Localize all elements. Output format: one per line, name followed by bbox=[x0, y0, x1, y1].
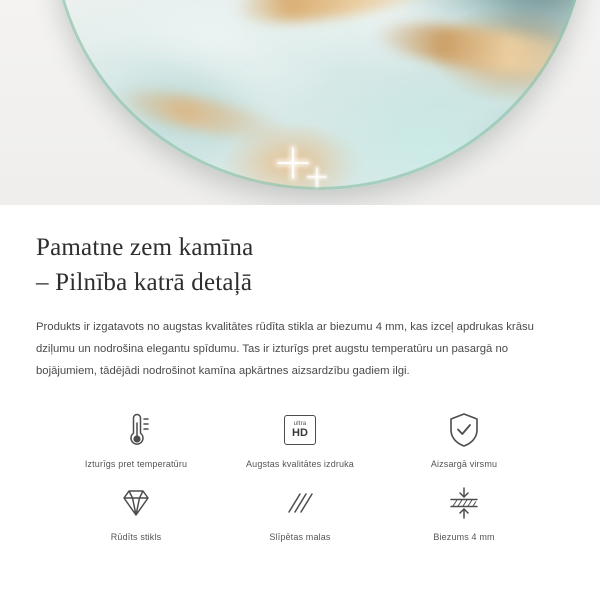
ultra-hd-bottom-text: HD bbox=[292, 427, 308, 440]
feature-item-thickness bbox=[382, 483, 546, 542]
feature-label: Slīpētas malas bbox=[269, 532, 331, 543]
feature-item-tempered-glass bbox=[54, 483, 218, 542]
feature-label: Biezums 4 mm bbox=[433, 532, 495, 543]
feature-label: Aizsargā virsmu bbox=[430, 459, 498, 470]
thickness-arrows-icon bbox=[447, 483, 481, 523]
content-section bbox=[0, 205, 600, 542]
glass-panel-image bbox=[52, 0, 586, 190]
body-text: Produkts ir izgatavots no augstas kvalitātes rūdīta stikla ar biezumu 4 mm, kas izceļ apdrukas krāsu dziļumu un nodrošina elegantu spīdumu. Tas ir izturīgs pret augstu temperatūru un pasargā no bojājumiem, tādējādi nodrošinot kamīna apkārtnes aizsardzību gadiem ilgi. bbox=[36, 321, 534, 378]
ultra-hd-top-text: ultra bbox=[293, 421, 307, 428]
headline-line-1: Pamatne zem kamīna bbox=[36, 234, 254, 261]
feature-item-surface-protection bbox=[382, 410, 546, 469]
feature-grid bbox=[36, 410, 564, 542]
ultra-hd-icon bbox=[284, 410, 316, 450]
feature-item-temperature bbox=[54, 410, 218, 469]
thermometer-icon bbox=[120, 410, 152, 450]
shield-check-icon bbox=[447, 410, 481, 450]
feature-label: Rūdīts stikls bbox=[110, 532, 162, 543]
hero-image bbox=[0, 0, 600, 205]
diamond-icon bbox=[117, 483, 155, 523]
feature-label: Izturīgs pret temperatūru bbox=[84, 459, 188, 470]
headline-line-2: – Pilnība katrā detaļā bbox=[36, 268, 253, 296]
hatched-edge-icon bbox=[283, 483, 317, 523]
page-title bbox=[36, 231, 564, 300]
feature-label: Augstas kvalitātes izdruka bbox=[246, 459, 354, 470]
feature-item-print-quality bbox=[218, 410, 382, 469]
feature-item-polished-edges bbox=[218, 483, 382, 542]
